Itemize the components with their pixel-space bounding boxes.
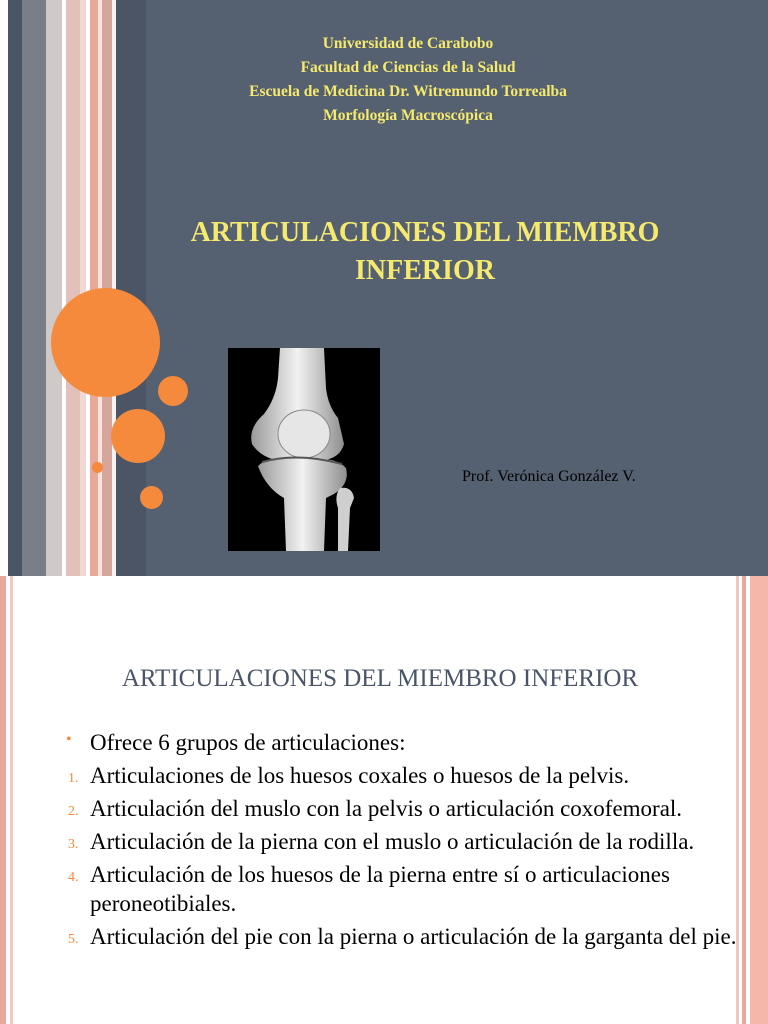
list-item-text: Articulación del muslo con la pelvis o articulación coxofemoral.	[90, 796, 683, 821]
institution-header	[148, 32, 668, 128]
list-number: 3.	[68, 837, 79, 852]
list-item	[62, 794, 742, 823]
header-line: Facultad de Ciencias de la Salud	[300, 59, 516, 76]
list-item	[62, 761, 742, 790]
slide-title	[148, 214, 702, 290]
list-item-text: Articulación de los huesos de la pierna entre sí o articulaciones peroneotibiales.	[90, 862, 670, 916]
list-item-text: Articulación del pie con la pierna o articulación de la garganta del pie.	[90, 924, 737, 949]
header-line: Morfología Macroscópica	[323, 107, 493, 124]
list-number: 1.	[68, 771, 79, 786]
list-item	[62, 728, 742, 757]
decor-stripe	[22, 0, 46, 576]
list-item-text: Articulación de la pierna con el muslo o articulación de la rodilla.	[90, 829, 695, 854]
title-line: INFERIOR	[354, 255, 495, 286]
knee-joint-image	[228, 348, 380, 551]
decor-stripe	[0, 0, 8, 576]
list-item	[62, 860, 742, 918]
list-item-text: Ofrece 6 grupos de articulaciones:	[90, 730, 406, 755]
decor-stripe	[66, 0, 80, 576]
decor-stripe	[46, 0, 62, 576]
list-item	[62, 922, 742, 951]
articulation-list	[62, 728, 742, 955]
decor-circle	[92, 462, 103, 473]
list-number: 4.	[68, 870, 79, 885]
decor-circle	[111, 409, 165, 463]
decor-stripe	[742, 576, 746, 1024]
decor-circle	[140, 486, 163, 509]
list-number: 5.	[68, 932, 79, 947]
title-line: ARTICULACIONES DEL MIEMBRO	[190, 217, 660, 248]
content-slide	[0, 576, 768, 1024]
header-line: Escuela de Medicina Dr. Witremundo Torrealba	[249, 83, 567, 100]
header-line: Universidad de Carabobo	[322, 35, 494, 52]
list-item-text: Articulaciones de los huesos coxales o huesos de la pelvis.	[90, 763, 630, 788]
decor-stripe	[8, 0, 22, 576]
decor-stripe	[750, 576, 768, 1024]
list-item	[62, 827, 742, 856]
decor-circle	[51, 288, 160, 397]
bullet-marker: •	[66, 731, 72, 748]
list-number: 2.	[68, 804, 79, 819]
content-title: ARTICULACIONES DEL MIEMBRO INFERIOR	[121, 665, 639, 692]
decor-stripe	[10, 576, 13, 1024]
author-name: Prof. Verónica González V.	[462, 468, 636, 485]
decor-circle	[158, 376, 188, 406]
